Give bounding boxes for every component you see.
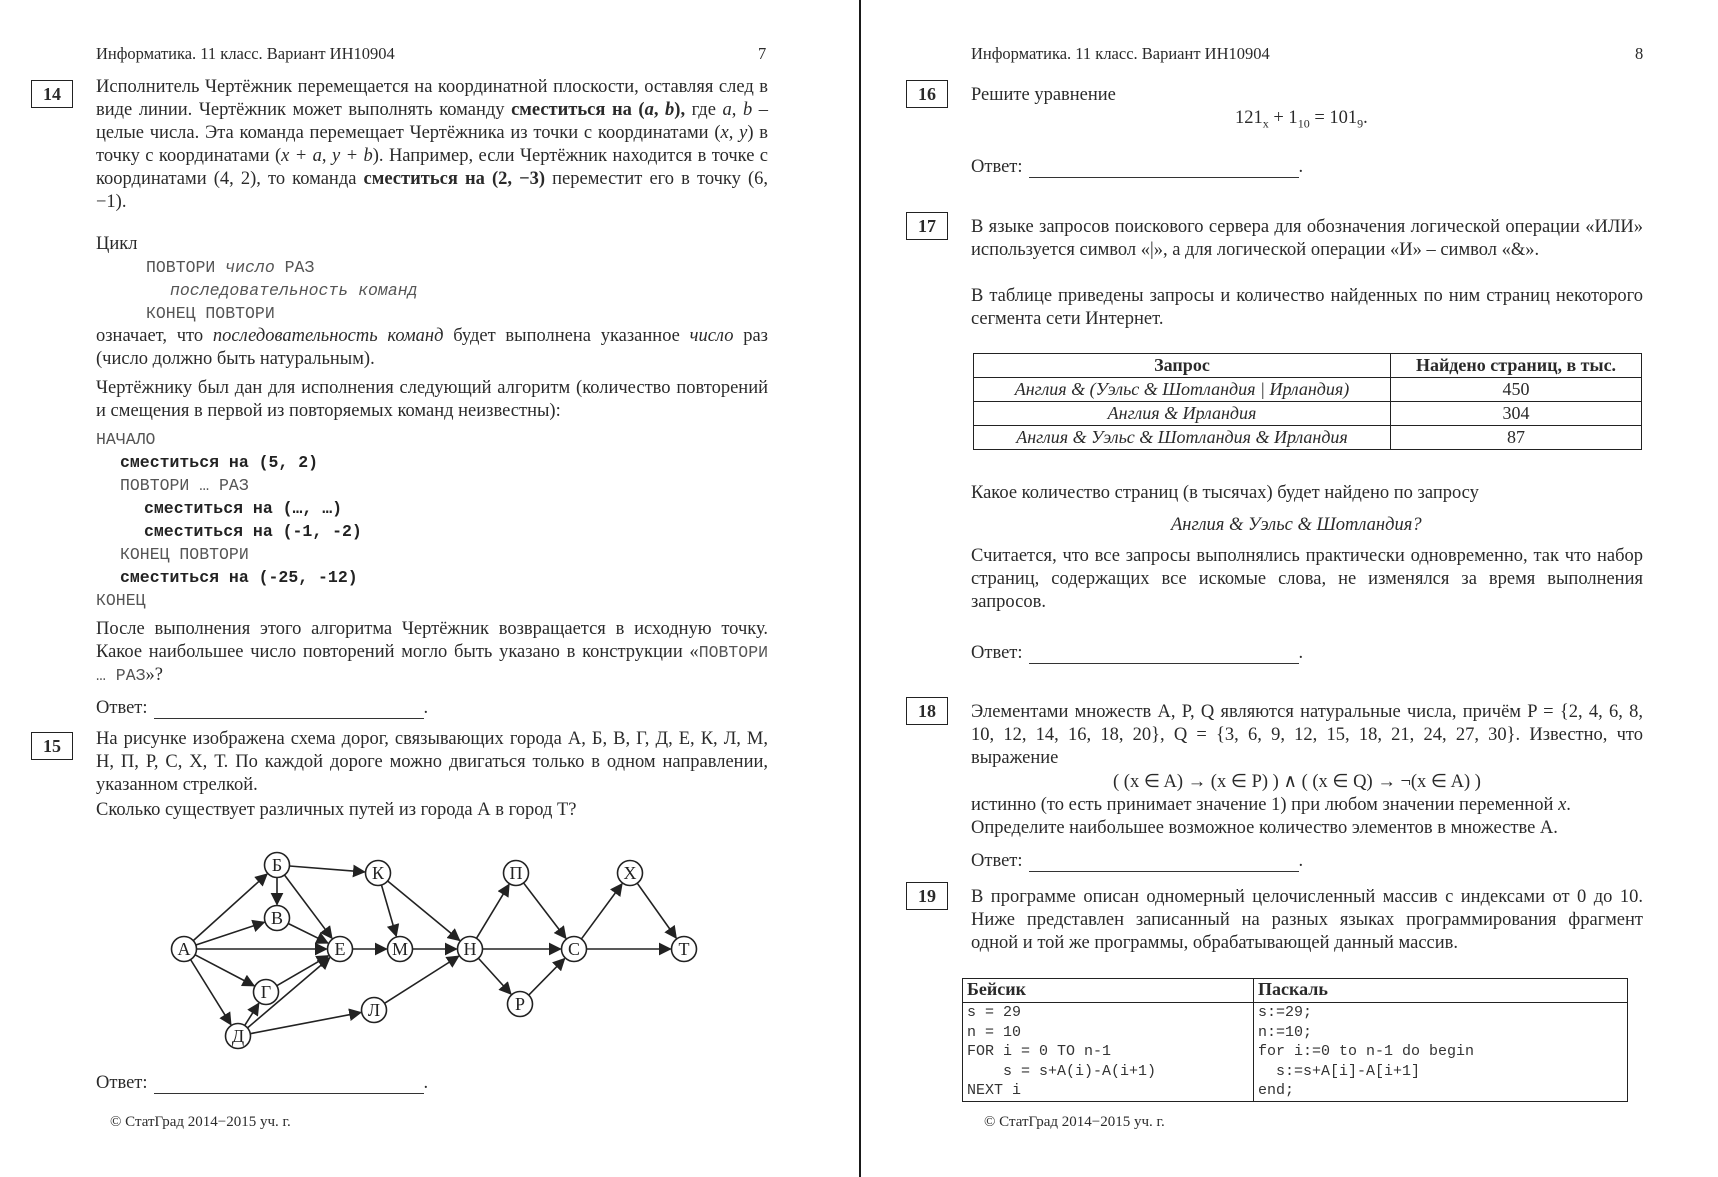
- question-number: 17: [906, 212, 948, 240]
- road-edge: [385, 956, 459, 1003]
- city-node: [226, 1024, 251, 1049]
- road-edge: [245, 1003, 259, 1025]
- city-label: Б: [271, 855, 283, 875]
- header-title: Информатика. 11 класс. Вариант ИН10904: [96, 44, 395, 63]
- page-right: [861, 0, 1718, 1177]
- q18-condition: истинно (то есть принимает значение 1) при любом значении переменной x.: [971, 795, 1571, 815]
- city-node: [388, 937, 413, 962]
- answer-line[interactable]: [1029, 853, 1299, 872]
- city-node: [672, 937, 697, 962]
- city-label: Д: [231, 1026, 245, 1046]
- road-edge: [191, 960, 231, 1025]
- q18-answer[interactable]: Ответ: .: [971, 851, 1304, 871]
- q15-text: На рисунке изображена схема дорог, связывающих города А, Б, В, Г, Д, Е, К, Л, М, Н, П, Р, С, Х, Т. По каждой дороге можно двигаться только в одном направлении, указанном стрелкой.: [96, 729, 768, 795]
- cycle-line-seq: последовательность команд: [170, 281, 418, 300]
- city-node: [254, 980, 279, 1005]
- question-number: 15: [31, 732, 73, 760]
- q17-note: Считается, что все запросы выполнялись практически одновременно, так что набор страниц, содержащих все искомые слова, не изменялся за время выполнения запросов.: [971, 546, 1643, 612]
- question-number: 18: [906, 697, 948, 725]
- table-header: Запрос: [974, 354, 1391, 378]
- q14-algorithm-intro: Чертёжнику был дан для исполнения следующий алгоритм (количество повторений и смещения в первой из повторяемых команд неизвестны):: [96, 378, 768, 421]
- header-title: Информатика. 11 класс. Вариант ИН10904: [971, 44, 1270, 63]
- city-label: Т: [678, 939, 690, 959]
- cycle-line-repeat: ПОВТОРИ число РАЗ: [146, 258, 315, 277]
- road-edge: [381, 885, 396, 936]
- algo-line: ПОВТОРИ … РАЗ: [120, 476, 249, 495]
- answer-line[interactable]: [1029, 159, 1299, 178]
- q14-answer[interactable]: Ответ: .: [96, 698, 429, 718]
- city-label: Н: [463, 939, 477, 959]
- page-number: 8: [1635, 44, 1644, 63]
- road-graph: [0, 840, 860, 1065]
- page-number: 7: [758, 44, 767, 63]
- city-node: [618, 861, 643, 886]
- pascal-code: s:=29; n:=10; for i:=0 to n-1 do begin s:=s+A[i]-A[i+1] end;: [1254, 1003, 1628, 1102]
- city-node: [362, 998, 387, 1023]
- road-edge: [193, 874, 267, 941]
- road-edge: [388, 881, 460, 940]
- code-table: [962, 978, 1628, 1102]
- city-node: [562, 937, 587, 962]
- city-label: А: [177, 939, 191, 959]
- query-table: [973, 353, 1642, 450]
- algo-line: сместиться на (-1, -2): [144, 522, 362, 541]
- q19-text: В программе описан одномерный целочисленный массив с индексами от 0 до 10. Ниже представлен записанный на разных языках программирования фрагмент одной и той же программы, обрабатывающей данный массив.: [971, 887, 1643, 953]
- q16-answer[interactable]: Ответ: .: [971, 157, 1304, 177]
- city-label: Л: [367, 1000, 381, 1020]
- table-header: Паскаль: [1254, 979, 1628, 1003]
- question-number: 16: [906, 80, 948, 108]
- road-edge: [581, 884, 622, 939]
- table-row: Англия & Уэльс & Шотландия & Ирландия 87: [974, 426, 1642, 450]
- table-header: Найдено страниц, в тыс.: [1391, 354, 1642, 378]
- city-node: [504, 861, 529, 886]
- q14-intro: Исполнитель Чертёжник перемещается на координатной плоскости, оставляя след в виде линии. Чертёжник может выполнять команду сместиться на (a, b), где a, b – целые числа. Эта команда перемещает Чертёжника из точки с координатами (x, y) в точку с координатами (x + a, y + b). Например, если Чертёжник находится в точке с координатами (4, 2), то команда сместиться на (2, −3) переместит его в точку (6, −1).: [96, 77, 769, 212]
- road-edge: [196, 922, 264, 945]
- city-label: К: [371, 863, 385, 883]
- q15-question: Сколько существует различных путей из города А в город Т?: [96, 800, 577, 820]
- table-header: Бейсик: [963, 979, 1254, 1003]
- road-edge: [250, 1013, 360, 1034]
- question-number: 14: [31, 80, 73, 108]
- q16-equation: $121_x + 1_{10} = 101_9$.: [1235, 108, 1368, 131]
- q17-question: Какое количество страниц (в тысячах) будет найдено по запросу: [971, 483, 1479, 503]
- q17-answer[interactable]: Ответ: .: [971, 643, 1304, 663]
- city-label: Х: [623, 863, 637, 883]
- q15-answer[interactable]: Ответ: .: [96, 1073, 429, 1093]
- city-label: В: [270, 908, 284, 928]
- table-row: Англия & (Уэльс & Шотландия | Ирландия) 450: [974, 378, 1642, 402]
- city-node: [172, 937, 197, 962]
- algo-line: сместиться на (…, …): [144, 499, 343, 518]
- cycle-line-end: КОНЕЦ ПОВТОРИ: [146, 304, 275, 323]
- footer: © СтатГрад 2014−2015 уч. г.: [110, 1114, 291, 1130]
- q18-question: Определите наибольшее возможное количество элементов в множестве A.: [971, 818, 1558, 838]
- q18-expression: ( (x ∈ A) → (x ∈ P) ) ∧ ( (x ∈ Q) → ¬(x ∈ A) ): [1113, 772, 1481, 792]
- road-edge: [288, 924, 328, 944]
- city-node: [328, 937, 353, 962]
- answer-line[interactable]: [154, 700, 424, 719]
- algo-end: КОНЕЦ: [96, 591, 146, 610]
- city-node: [458, 937, 483, 962]
- road-edge: [524, 883, 566, 938]
- road-edge: [478, 958, 511, 994]
- table-row: Англия & Ирландия 304: [974, 402, 1642, 426]
- q16-text: Решите уравнение: [971, 85, 1116, 105]
- city-node: [508, 992, 533, 1017]
- city-node: [265, 906, 290, 931]
- road-edge: [637, 883, 676, 938]
- footer: © СтатГрад 2014−2015 уч. г.: [984, 1114, 1165, 1130]
- city-label: Е: [334, 939, 346, 959]
- q14-cycle-explanation: означает, что последовательность команд будет выполнена указанное число раз (число должно быть натуральным).: [96, 326, 768, 369]
- algo-line: сместиться на (-25, -12): [120, 568, 358, 587]
- road-edge: [476, 885, 509, 939]
- algo-start: НАЧАЛО: [96, 430, 156, 449]
- road-edge: [529, 959, 565, 995]
- algo-line: КОНЕЦ ПОВТОРИ: [120, 545, 249, 564]
- road-edge: [285, 875, 332, 938]
- question-number: 19: [906, 882, 948, 910]
- cycle-label: Цикл: [96, 234, 138, 254]
- city-node: [366, 861, 391, 886]
- basic-code: s = 29 n = 10 FOR i = 0 TO n-1 s = s+A(i)-A(i+1) NEXT i: [963, 1003, 1254, 1102]
- q17-query: Англия & Уэльс & Шотландия?: [1171, 515, 1422, 535]
- q17-intro: В языке запросов поискового сервера для обозначения логической операции «ИЛИ» используется символ «|», а для логической операции «И» – символ «&».: [971, 217, 1643, 260]
- q18-text: Элементами множеств A, P, Q являются натуральные числа, причём P = {2, 4, 6, 8, 10, 12, 14, 16, 18, 20}, Q = {3, 6, 9, 12, 15, 18, 21, 24, 27, 30}. Известно, что выражение: [971, 702, 1643, 768]
- city-label: Г: [260, 982, 272, 1002]
- q17-table-intro: В таблице приведены запросы и количество найденных по ним страниц некоторого сегмента сети Интернет.: [971, 286, 1643, 329]
- city-label: П: [509, 863, 523, 883]
- answer-line[interactable]: [1029, 645, 1299, 664]
- city-label: М: [391, 939, 409, 959]
- city-node: [265, 853, 290, 878]
- city-label: Р: [514, 994, 526, 1014]
- city-label: С: [567, 939, 581, 959]
- algo-line: сместиться на (5, 2): [120, 453, 319, 472]
- answer-line[interactable]: [154, 1075, 424, 1094]
- road-edge: [289, 866, 364, 872]
- q14-question: После выполнения этого алгоритма Чертёжник возвращается в исходную точку. Какое наибольшее число повторений могло быть указано в конструкции «ПОВТОРИ … РАЗ»?: [96, 619, 768, 685]
